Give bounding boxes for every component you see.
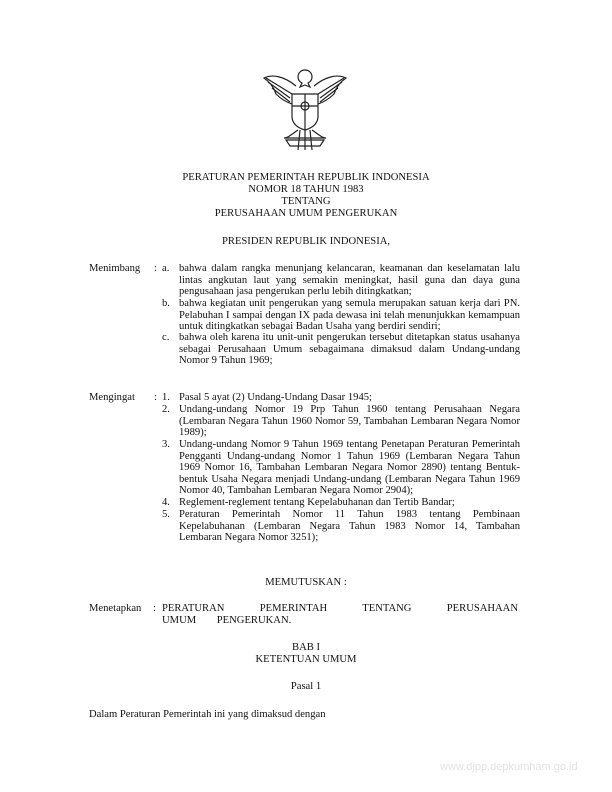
item-text: Pasal 5 ayat (2) Undang-Undang Dasar 1945; [179,392,372,403]
item-marker: 2. [162,404,170,415]
menimbang-colon: : [154,263,157,274]
item-marker: 5. [162,509,170,520]
menimbang-item-c [162,332,520,367]
menimbang-item-b [162,298,520,333]
garuda-emblem-icon [262,64,348,152]
item-text: Peraturan Pemerintah Nomor 11 Tahun 1983 tentang Pembinaan Kepelabuhanan (Lembaran Negara Tahun 1983 Nomor 14, Tambahan Lembaran Negara Nomor 3251); [179,509,520,544]
mengingat-item-2 [162,404,520,439]
title-line-3: TENTANG [281,196,331,207]
item-marker: a. [162,263,170,274]
menetapkan-label: Menetapkan [89,603,142,614]
mengingat-colon: : [154,392,157,403]
item-text: Undang-undang Nomor 19 Prp Tahun 1960 tentang Perusahaan Negara (Lembaran Negara Tahun 1960 Nomor 59, Tambahan Lembaran Negara Nomor 1989); [179,404,520,439]
pasal-heading: Pasal 1 [290,681,322,692]
title-line-4: PERUSAHAAN UMUM PENGERUKAN [214,208,398,219]
menimbang-item-a [162,263,520,298]
mengingat-item-5 [162,509,520,544]
menetapkan-colon: : [153,603,156,614]
menimbang-label: Menimbang [89,263,141,274]
item-text: Undang-undang Nomor 9 Tahun 1969 tentang Penetapan Peraturan Pemerintah Pengganti Undang-undang Nomor 1 Tahun 1969 (Lembaran Negara Tahun 1969 Nomor 16, Tambahan Lembaran Negara Nomor 2890) tentang Bentuk-bentuk Usaha Negara menjadi Undang-undang (Lembaran Negara Tahun 1969 Nomor 40, Tambahan Lembaran Negara Nomor 2904); [179,439,520,497]
mengingat-item-3 [162,439,520,497]
item-marker: c. [162,332,170,343]
title-line-1: PERATURAN PEMERINTAH REPUBLIK INDONESIA [182,172,430,183]
item-text: Reglement-reglement tentang Kepelabuhanan dan Tertib Bandar; [179,497,455,508]
mengingat-item-1 [162,392,520,404]
watermark: www.djpp.depkumham.go.id [440,761,578,773]
bab-title: KETENTUAN UMUM [255,654,357,665]
menetapkan-text: PERATURAN PEMERINTAH TENTANG PERUSAHAAN UMUM PENGERUKAN. [162,603,518,626]
item-text: bahwa kegiatan unit pengerukan yang semula merupakan satuan kerja dari PN. Pelabuhan I sampai dengan IX pada dewasa ini telah menunjukkan kemampuan untuk ditingkatkan sebagai Badan Usaha yang berdiri sendiri; [179,298,520,333]
mengingat-label: Mengingat [89,392,135,403]
item-text: bahwa oleh karena itu unit-unit pengerukan tersebut ditetapkan status usahanya sebagai Perusahaan Umum sebagaimana dimaksud dalam Undang-undang Nomor 9 Tahun 1969; [179,332,520,367]
item-marker: 1. [162,392,170,403]
item-marker: 4. [162,497,170,508]
item-text: bahwa dalam rangka menunjang kelancaran, keamanan dan keselamatan lalu lintas angkutan laut yang semakin meningkat, hasil guna dan daya guna pengusahaan jasa pengerukan perlu lebih ditingkatkan; [179,263,520,298]
memutuskan-heading: MEMUTUSKAN : [265,577,347,588]
title-line-2: NOMOR 18 TAHUN 1983 [248,184,364,195]
body-text: Dalam Peraturan Pemerintah ini yang dimaksud dengan [89,709,326,720]
item-marker: 3. [162,439,170,450]
president-heading: PRESIDEN REPUBLIK INDONESIA, [221,236,391,247]
mengingat-item-4 [162,497,520,509]
item-marker: b. [162,298,170,309]
bab-number: BAB I [292,642,320,653]
